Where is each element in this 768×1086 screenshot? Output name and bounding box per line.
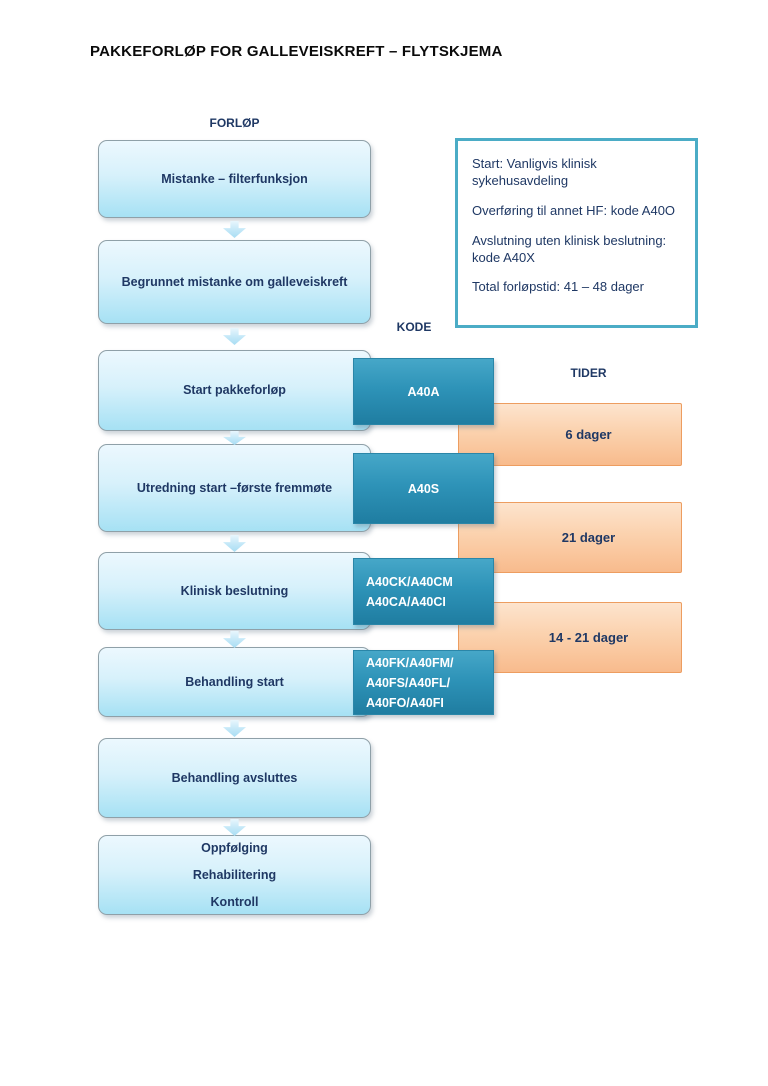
flow-step-mistanke (98, 140, 371, 218)
flow-step-behandling-avsluttes (98, 738, 371, 818)
down-arrow-icon (223, 535, 246, 552)
duration-label: 21 dager (561, 530, 616, 545)
flow-step-label: Start pakkeforløp (183, 383, 286, 397)
flow-step-label: Rehabilitering (192, 867, 277, 882)
flow-step-label: Klinisk beslutning (180, 583, 289, 598)
code-box-klinisk-beslutning-koder (353, 558, 494, 625)
flow-step-behandling-start (98, 647, 371, 717)
info-line-overforing: Overføring til annet HF: kode A40O (472, 202, 676, 218)
code-box-a40s (353, 453, 494, 524)
page-title: PAKKEFORLØP FOR GALLEVEISKREFT – FLYTSKJEMA (90, 43, 503, 60)
code-label: A40FO/A40FI (366, 695, 444, 710)
column-label-kode: KODE (396, 320, 432, 334)
flow-step-utredning-start (98, 444, 371, 532)
column-label-tider: TIDER (570, 366, 607, 380)
flow-step-label: Utredning start –første fremmøte (136, 480, 333, 495)
flow-step-label: Mistanke – filterfunksjon (161, 171, 308, 186)
code-label: A40FS/A40FL/ (366, 675, 451, 690)
down-arrow-icon (223, 819, 246, 836)
code-box-a40a (353, 358, 494, 425)
flow-step-oppfolging (98, 835, 371, 915)
flow-step-begrunnet-mistanke (98, 240, 371, 324)
code-label: A40FK/A40FM/ (366, 655, 454, 670)
code-label: A40CK/A40CM (366, 574, 453, 589)
down-arrow-icon (223, 631, 246, 648)
flow-step-klinisk-beslutning (98, 552, 371, 630)
column-label-forlop: FORLØP (209, 116, 260, 130)
flow-step-label: Behandling start (185, 674, 284, 689)
flow-step-start-pakkeforlop (98, 350, 371, 431)
down-arrow-icon (223, 431, 246, 445)
down-arrow-icon (223, 720, 246, 737)
duration-label: 14 - 21 dager (548, 630, 629, 645)
flow-step-label: Behandling avsluttes (171, 770, 298, 785)
down-arrow-icon (223, 328, 246, 345)
code-label: A40S (407, 481, 440, 496)
duration-label: 6 dager (565, 427, 612, 442)
code-label: A40A (407, 384, 440, 399)
info-line-avslutning: Avslutning uten klinisk beslutning: kode A40X (472, 232, 667, 265)
flow-step-label: Oppfølging (201, 840, 268, 855)
flow-step-label: Kontroll (210, 894, 259, 909)
down-arrow-icon (223, 221, 246, 238)
info-line-start: Start: Vanligvis klinisk sykehusavdeling (472, 156, 597, 188)
code-label: A40CA/A40CI (366, 594, 446, 609)
flow-step-label: Begrunnet mistanke om galleveiskreft (121, 274, 348, 289)
code-box-behandling-koder (353, 650, 494, 715)
info-box (455, 138, 698, 328)
info-line-total-forlopstid: Total forløpstid: 41 – 48 dager (472, 279, 644, 295)
